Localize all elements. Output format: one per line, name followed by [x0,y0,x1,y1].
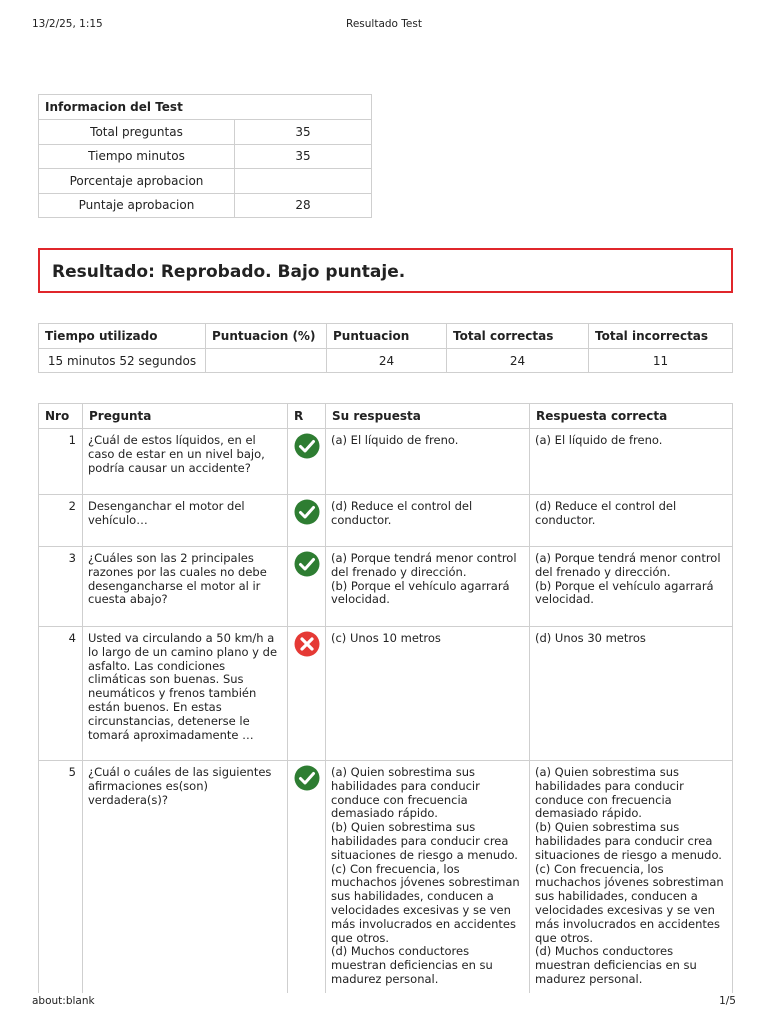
correct-answer [530,495,733,547]
summary-table [38,323,733,373]
summary-header: Tiempo utilizado [39,324,206,349]
table-row [39,495,733,547]
score-percent-value [206,349,327,373]
answer-line: (d) Muchos conductores muestran deficiencias en su madurez personal. [535,944,697,986]
result-banner [38,248,733,293]
summary-header: Total correctas [447,324,589,349]
table-row [39,193,372,218]
test-info-header: Informacion del Test [39,95,372,120]
answer-line: (a) Quien sobrestima sus habilidades para conducir conduce con frecuencia demasiado rápido. [535,765,684,821]
question-text: ¿Cuál o cuáles de las siguientes afirmaciones es(son) verdadera(s)? [83,761,288,993]
info-value: 35 [235,120,372,145]
summary-header: Total incorrectas [589,324,733,349]
table-row [39,429,733,495]
question-text: Desenganchar el motor del vehículo… [83,495,288,547]
question-text: ¿Cuál de estos líquidos, en el caso de estar en un nivel bajo, podría causar un accidente? [83,429,288,495]
print-header [32,18,736,32]
table-row [39,627,733,761]
answer-line: (c) Con frecuencia, los muchachos jóvenes sobrestiman sus habilidades, conducen a velocidades excesivas y se ven más involucrados en accidentes que otros. [535,861,724,945]
question-number: 1 [39,429,83,495]
answer-line: (a) Porque tendrá menor control del frenado y dirección. [535,551,721,579]
x-circle-icon [294,631,320,657]
summary-header: Puntuacion (%) [206,324,327,349]
correct-answer [530,627,733,761]
correct-answer [530,547,733,627]
score-value: 24 [327,349,447,373]
summary-header: Puntuacion [327,324,447,349]
question-number: 3 [39,547,83,627]
user-answer [326,495,530,547]
time-used-value: 15 minutos 52 segundos [39,349,206,373]
user-answer [326,627,530,761]
answer-line: (b) Quien sobrestima sus habilidades para conducir crea situaciones de riesgo a menudo. [535,820,722,862]
user-answer [326,761,530,993]
answer-line: (b) Porque el vehículo agarrará velocidad. [535,578,714,607]
info-label: Total preguntas [39,120,235,145]
check-circle-icon [294,765,320,791]
question-number: 4 [39,627,83,761]
total-correct-value: 24 [447,349,589,373]
answer-line: (d) Reduce el control del conductor. [535,499,677,527]
info-value [235,169,372,194]
table-row [39,169,372,194]
answer-line: (d) Muchos conductores muestran deficiencias en su madurez personal. [331,944,493,986]
table-row [39,120,372,145]
info-label: Tiempo minutos [39,144,235,169]
print-datetime: 13/2/25, 1:15 [32,18,103,30]
total-incorrect-value: 11 [589,349,733,373]
answer-line: (b) Quien sobrestima sus habilidades para conducir crea situaciones de riesgo a menudo. [331,820,518,862]
answer-line: (a) Quien sobrestima sus habilidades para conducir conduce con frecuencia demasiado rápido. [331,765,480,821]
answer-line: (a) El líquido de freno. [535,433,663,447]
result-text: Resultado: Reprobado. Bajo puntaje. [52,262,406,282]
questions-header: Nro [39,404,83,429]
user-answer [326,547,530,627]
answer-line: (d) Reduce el control del conductor. [331,499,473,527]
check-circle-icon [294,433,320,459]
question-text: Usted va circulando a 50 km/h a lo largo de un camino plano y de asfalto. Las condiciones climáticas son buenas. Sus neumáticos y frenos también están buenos. En estas circunstancias, detenerse le tomará aproximadamente … [83,627,288,761]
answer-line: (c) Unos 10 metros [331,631,441,645]
info-value: 35 [235,144,372,169]
answer-line: (b) Porque el vehículo agarrará velocidad. [331,578,510,607]
print-page-number: 1/5 [719,995,736,1007]
answer-line: (a) Porque tendrá menor control del frenado y dirección. [331,551,517,579]
answer-line: (d) Unos 30 metros [535,631,646,645]
test-info-table [38,94,372,218]
answer-line: (a) El líquido de freno. [331,433,459,447]
question-number: 2 [39,495,83,547]
info-value: 28 [235,193,372,218]
questions-table [38,403,733,993]
question-text: ¿Cuáles son las 2 principales razones por las cuales no debe desengancharse el motor al ir cuesta abajo? [83,547,288,627]
answer-line: (c) Con frecuencia, los muchachos jóvenes sobrestiman sus habilidades, conducen a velocidades excesivas y se ven más involucrados en accidentes que otros. [331,861,520,945]
questions-header: Respuesta correcta [530,404,733,429]
print-url: about:blank [32,995,95,1007]
table-row [39,761,733,993]
questions-header: Su respuesta [326,404,530,429]
table-row [39,547,733,627]
info-label: Puntaje aprobacion [39,193,235,218]
info-label: Porcentaje aprobacion [39,169,235,194]
table-row [39,349,733,373]
print-page-title: Resultado Test [346,18,422,30]
question-number: 5 [39,761,83,993]
check-circle-icon [294,499,320,525]
user-answer [326,429,530,495]
check-circle-icon [294,551,320,577]
questions-header: R [288,404,326,429]
correct-answer [530,761,733,993]
table-row [39,144,372,169]
correct-answer [530,429,733,495]
questions-header: Pregunta [83,404,288,429]
